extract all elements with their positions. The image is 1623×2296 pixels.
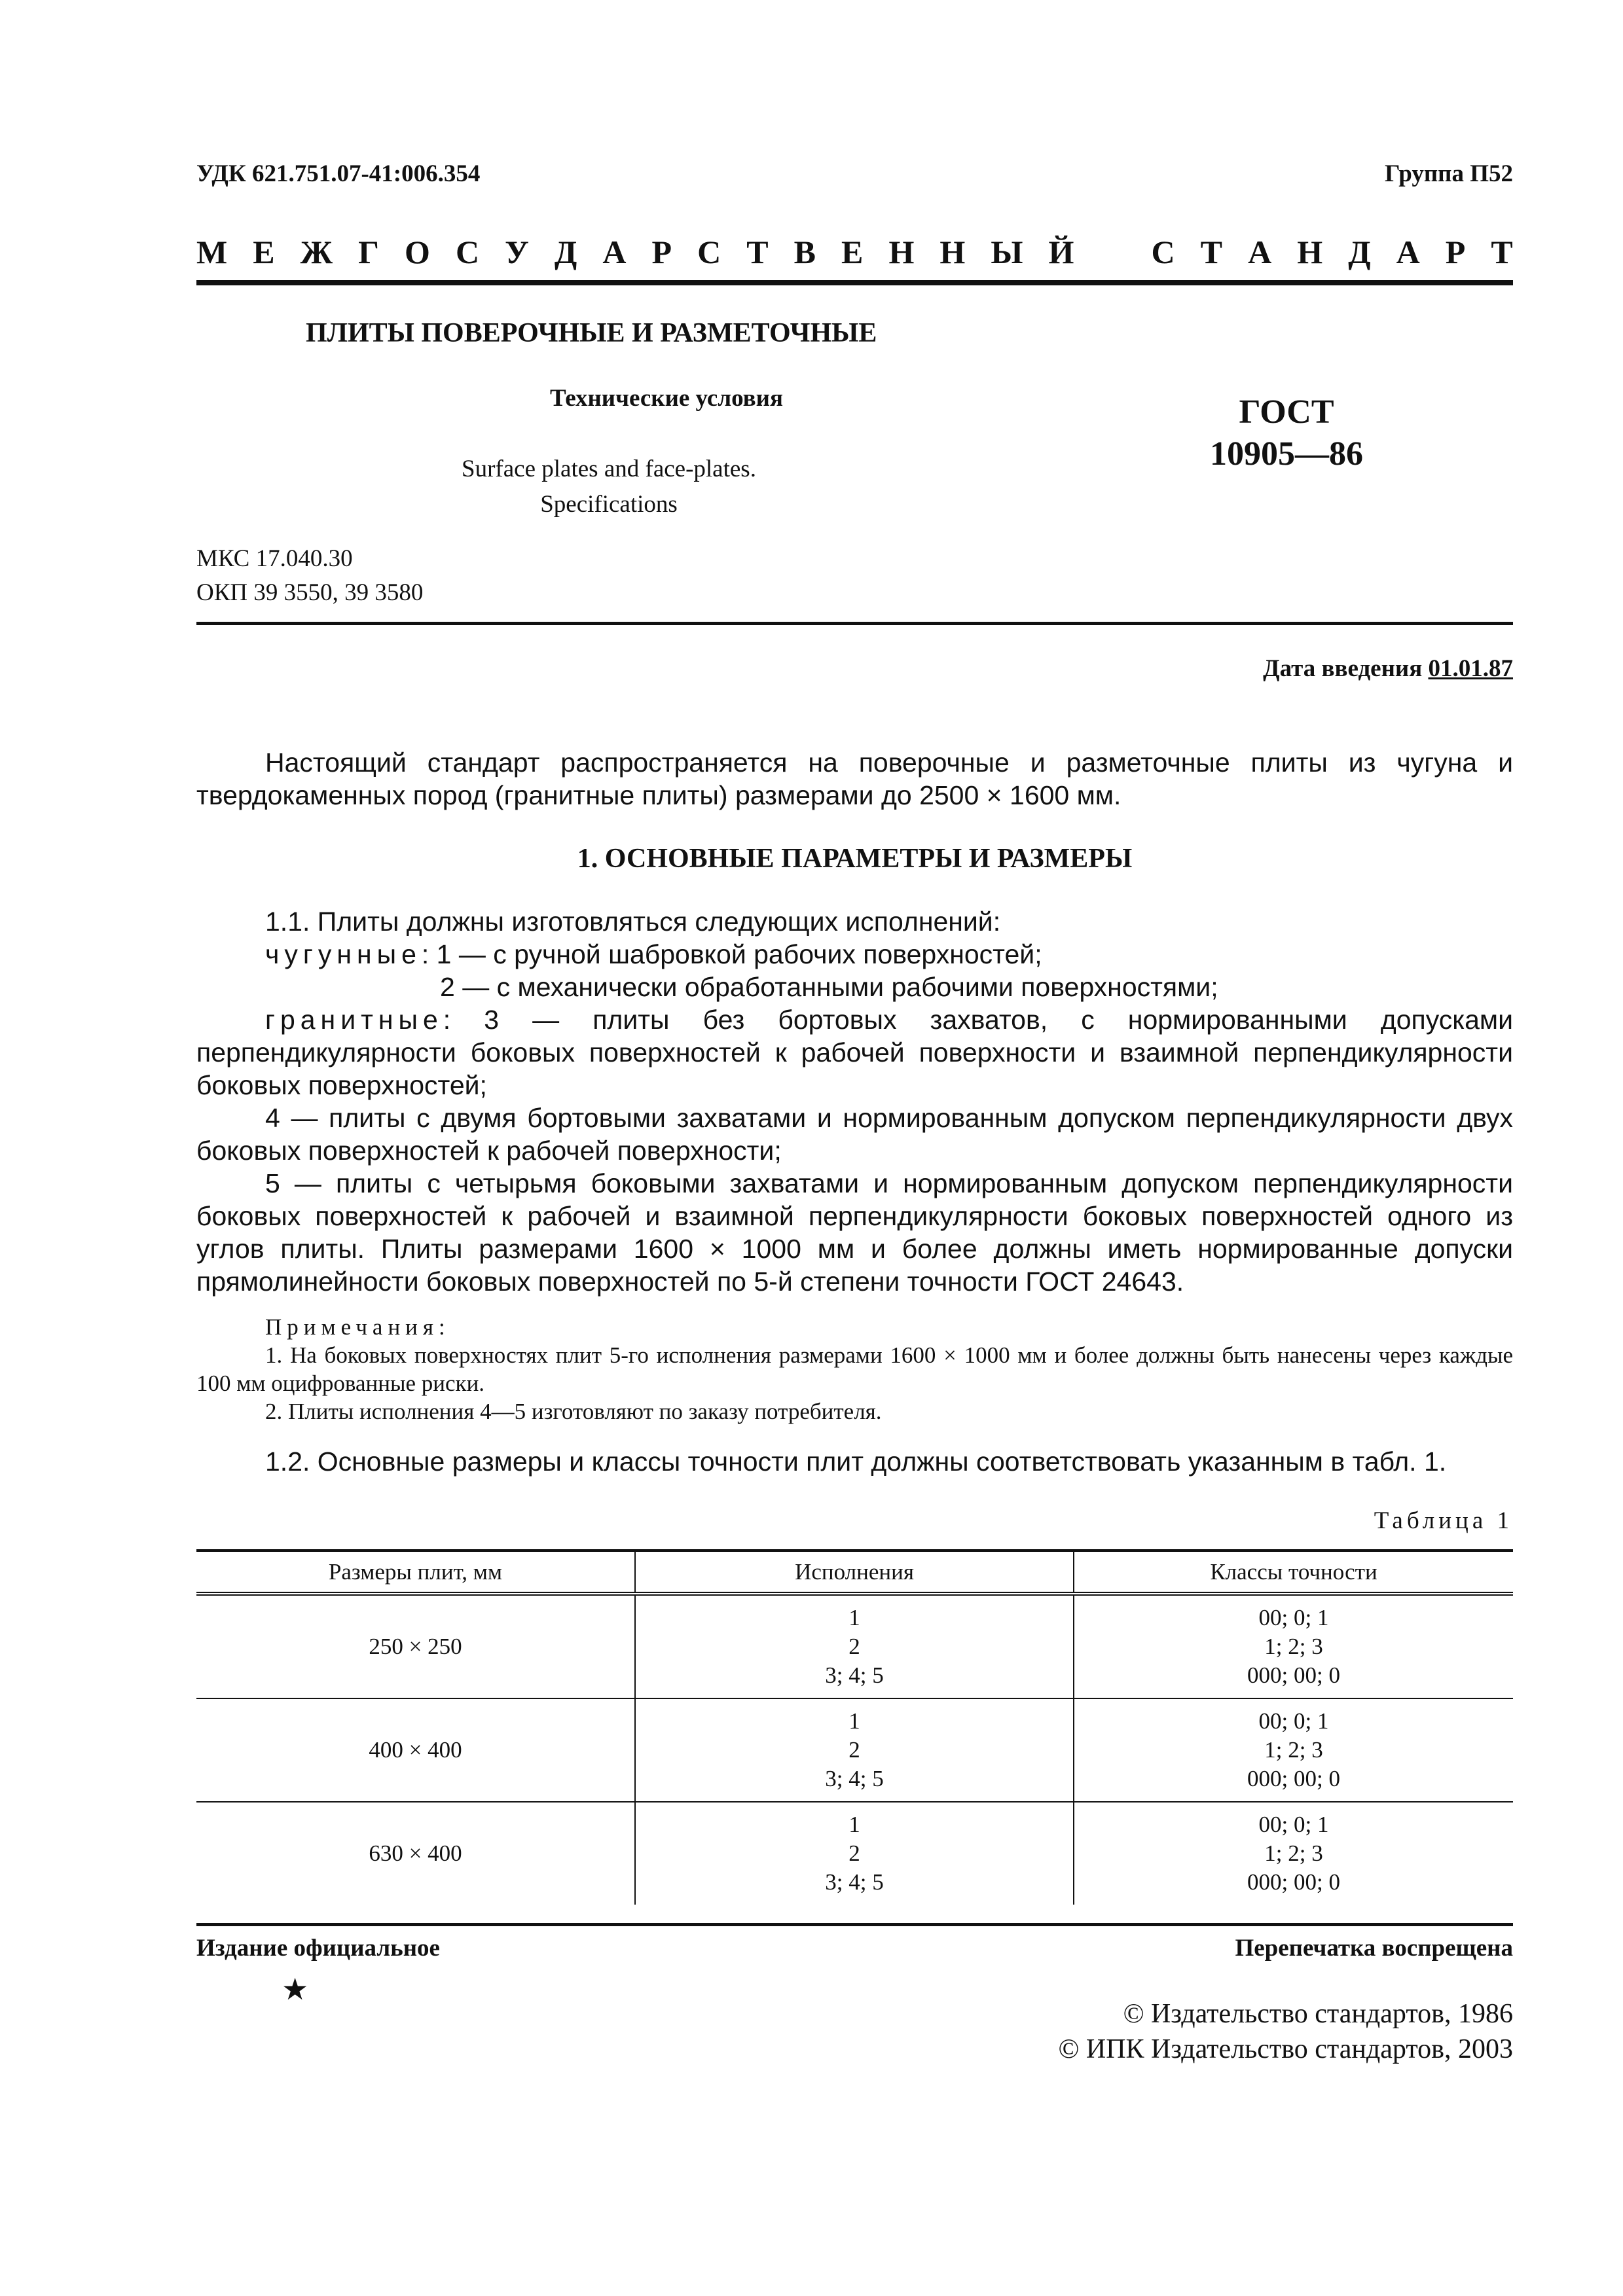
table-1 [196,1549,1513,1905]
table-cell-classes: 00; 0; 1 1; 2; 3 000; 00; 0 [1074,1802,1513,1905]
reprint-prohibited-label: Перепечатка воспрещена [1235,1935,1513,1962]
cast-iron-version-2: 2 — с механически обработанными рабочими поверхностями; [440,972,1218,1002]
table-cell-versions: 1 2 3; 4; 5 [635,1594,1074,1698]
table-cell-versions: 1 2 3; 4; 5 [635,1698,1074,1802]
interstate-standard-banner: М Е Ж Г О С У Д А Р С Т В Е Н Н Ы Й С Т А Н Д А Р Т [196,234,1513,270]
granite-version-3: гранитные: 3 — плиты без бортовых захватов, с нормированными допусками перпендикулярности боковых поверхностей к рабочей поверхности и взаимной перпендикулярности боковых поверхностей; [196,1005,1513,1100]
note-2: 2. Плиты исполнения 4—5 изготовляют по заказу потребителя. [265,1399,882,1424]
star-icon: ★ [282,1973,309,2006]
cast-iron-version-1: чугунные: 1 — с ручной шабровкой рабочих поверхностей; [265,939,1042,969]
document-subtitle: Технические условия [550,385,783,412]
table-cell-size: 400 × 400 [196,1698,635,1802]
table-row [196,1802,1513,1905]
paragraph-1-2: 1.2. Основные размеры и классы точности плит должны соответствовать указанным в табл. 1. [265,1446,1447,1477]
table-row [196,1698,1513,1802]
table-cell-classes: 00; 0; 1 1; 2; 3 000; 00; 0 [1074,1698,1513,1802]
note-1: 1. На боковых поверхностях плит 5-го исполнения размерами 1600 × 1000 мм и более должны быть нанесены через каждые 100 мм оцифрованные риски. [196,1342,1513,1396]
intro-paragraph: Настоящий стандарт распространяется на поверочные и разметочные плиты из чугуна и твердокаменных пород (гранитные плиты) размерами до 2500 × 1600 мм. [196,747,1513,810]
group-code: Группа П52 [1385,160,1513,187]
table-caption: Таблица 1 [1374,1507,1513,1534]
official-edition-label: Издание официальное [196,1935,440,1962]
table-row [196,1594,1513,1698]
table-header-size: Размеры плит, мм [196,1551,635,1594]
mks-code: МКС 17.040.30 [196,545,353,572]
table-header-versions: Исполнения [635,1551,1074,1594]
table-cell-versions: 1 2 3; 4; 5 [635,1802,1074,1905]
copyright-2003: © ИПК Издательство стандартов, 2003 [1058,2034,1513,2064]
footer-rule [196,1923,1513,1926]
granite-version-4: 4 — плиты с двумя бортовыми захватами и нормированным допуском перпендикулярности двух боковых поверхностей к рабочей поверхности; [196,1103,1513,1166]
udk-code: УДК 621.751.07-41:006.354 [196,160,481,187]
granite-version-5: 5 — плиты с четырьмя боковыми захватами и нормированным допуском перпендикулярности боковых поверхностей к рабочей и взаимной перпендикулярности боковых поверхностей одного из углов плиты. Плиты размерами 1600 × 1000 мм и более должны иметь нормированные допуски прямолинейности боковых поверхностей по 5-й степени точности ГОСТ 24643. [196,1168,1513,1297]
table-cell-size: 250 × 250 [196,1594,635,1698]
english-title: Surface plates and face-plates. Specifications [462,456,756,518]
paragraph-1-1: 1.1. Плиты должны изготовляться следующих исполнений: [265,906,1001,937]
title-rule [196,622,1513,625]
copyright-block [1058,1996,1513,2067]
table-header-classes: Классы точности [1074,1551,1513,1594]
document-title: ПЛИТЫ ПОВЕРОЧНЫЕ И РАЗМЕТОЧНЫЕ [306,318,877,348]
table-cell-size: 630 × 400 [369,1840,462,1866]
classification-codes [196,542,423,610]
copyright-1986: © Издательство стандартов, 1986 [1123,1999,1513,2029]
section-title: 1. ОСНОВНЫЕ ПАРАМЕТРЫ И РАЗМЕРЫ [577,844,1133,874]
table-cell-classes: 00; 0; 1 1; 2; 3 000; 00; 0 [1074,1594,1513,1698]
notes-label: Примечания: [265,1314,450,1340]
header-rule [196,280,1513,285]
okp-code: ОКП 39 3550, 39 3580 [196,579,424,606]
effective-date: Дата введения 01.01.87 [1263,655,1513,682]
gost-number: ГОСТ 10905—86 [1210,393,1363,473]
